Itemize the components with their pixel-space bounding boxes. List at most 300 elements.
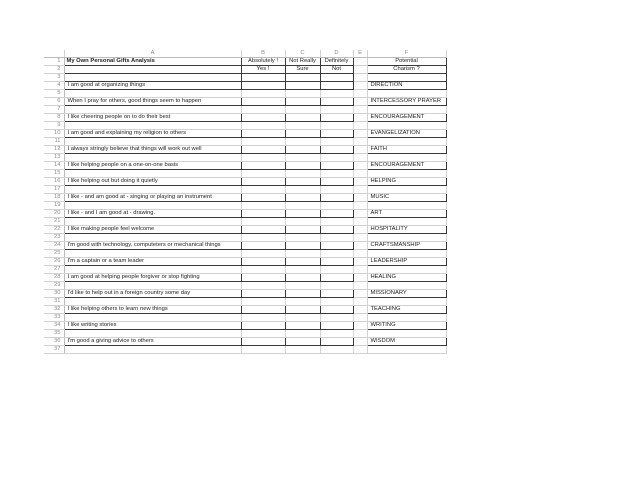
not-really-sure-answer-cell[interactable] bbox=[285, 178, 320, 186]
cell[interactable] bbox=[367, 250, 446, 258]
header-definitely-cell[interactable]: Definitely bbox=[320, 58, 353, 66]
row-header[interactable]: 16 bbox=[44, 178, 64, 186]
item-row bbox=[44, 274, 446, 282]
absolutely-yes-answer-cell[interactable] bbox=[241, 210, 285, 218]
cell[interactable] bbox=[353, 346, 367, 354]
charism-cell[interactable]: DIRECTION bbox=[367, 82, 446, 90]
cell[interactable] bbox=[353, 74, 367, 82]
cell[interactable] bbox=[285, 90, 320, 98]
cell[interactable] bbox=[320, 186, 353, 194]
statement-cell[interactable]: I like helping out but doing it quietly bbox=[64, 178, 241, 186]
cell[interactable] bbox=[64, 122, 241, 130]
definitely-not-answer-cell[interactable] bbox=[320, 258, 353, 266]
cell[interactable] bbox=[320, 170, 353, 178]
cell[interactable] bbox=[64, 330, 241, 338]
not-really-sure-answer-cell[interactable] bbox=[285, 290, 320, 298]
row-header[interactable]: 29 bbox=[44, 282, 64, 290]
definitely-not-answer-cell[interactable] bbox=[320, 130, 353, 138]
cell[interactable] bbox=[64, 170, 241, 178]
item-row bbox=[44, 162, 446, 170]
statement-cell[interactable]: I like writing stories bbox=[64, 322, 241, 330]
definitely-not-answer-cell[interactable] bbox=[320, 178, 353, 186]
row-header[interactable]: 15 bbox=[44, 170, 64, 178]
cell[interactable] bbox=[64, 298, 241, 306]
statement-cell[interactable]: I like helping others to learn new things bbox=[64, 306, 241, 314]
cell[interactable] bbox=[64, 186, 241, 194]
absolutely-yes-answer-cell[interactable] bbox=[241, 322, 285, 330]
cell[interactable] bbox=[64, 90, 241, 98]
row-header[interactable]: 30 bbox=[44, 290, 64, 298]
definitely-not-answer-cell[interactable] bbox=[320, 114, 353, 122]
cell[interactable] bbox=[353, 242, 367, 250]
cell[interactable] bbox=[285, 346, 320, 354]
statement-cell[interactable]: I like helping people on a one-on-one basis bbox=[64, 162, 241, 170]
row-header[interactable]: 6 bbox=[44, 98, 64, 106]
row-header[interactable]: 19 bbox=[44, 202, 64, 210]
spacer-row bbox=[44, 218, 446, 226]
row-header[interactable]: 12 bbox=[44, 146, 64, 154]
spacer-row bbox=[44, 170, 446, 178]
definitely-not-answer-cell[interactable] bbox=[320, 290, 353, 298]
cell[interactable] bbox=[353, 314, 367, 322]
column-header-row bbox=[44, 50, 446, 58]
not-really-sure-answer-cell[interactable] bbox=[285, 274, 320, 282]
absolutely-yes-answer-cell[interactable] bbox=[241, 290, 285, 298]
cell[interactable] bbox=[285, 122, 320, 130]
cell[interactable] bbox=[64, 314, 241, 322]
cell[interactable] bbox=[353, 114, 367, 122]
cell[interactable] bbox=[64, 282, 241, 290]
cell[interactable] bbox=[353, 98, 367, 106]
row-header[interactable]: 2 bbox=[44, 66, 64, 74]
row-header[interactable]: 33 bbox=[44, 314, 64, 322]
row-header[interactable]: 22 bbox=[44, 226, 64, 234]
absolutely-yes-answer-cell[interactable] bbox=[241, 242, 285, 250]
not-really-sure-answer-cell[interactable] bbox=[285, 162, 320, 170]
item-row bbox=[44, 226, 446, 234]
cell[interactable] bbox=[367, 330, 446, 338]
sheet-row bbox=[44, 66, 446, 74]
cell[interactable] bbox=[367, 154, 446, 162]
cell[interactable] bbox=[241, 202, 285, 210]
cell[interactable] bbox=[353, 122, 367, 130]
charism-cell[interactable]: WISDOM bbox=[367, 338, 446, 346]
cell[interactable] bbox=[241, 330, 285, 338]
item-row bbox=[44, 82, 446, 90]
cell[interactable] bbox=[320, 234, 353, 242]
cell[interactable] bbox=[353, 298, 367, 306]
row-header[interactable]: 4 bbox=[44, 82, 64, 90]
cell[interactable] bbox=[367, 234, 446, 242]
cell[interactable] bbox=[241, 234, 285, 242]
column-header-b[interactable]: B bbox=[241, 50, 285, 58]
sheet-title-cell[interactable]: My Own Personal Gifts Analysis bbox=[64, 58, 241, 66]
not-really-sure-answer-cell[interactable] bbox=[285, 306, 320, 314]
header-not-really-cell[interactable]: Not Really bbox=[285, 58, 320, 66]
cell[interactable] bbox=[320, 298, 353, 306]
cell[interactable] bbox=[285, 154, 320, 162]
cell[interactable] bbox=[353, 170, 367, 178]
cell[interactable] bbox=[353, 162, 367, 170]
not-really-sure-answer-cell[interactable] bbox=[285, 98, 320, 106]
statement-cell[interactable]: I like - and am good at - singing or playing an instrument bbox=[64, 194, 241, 202]
cell[interactable] bbox=[64, 250, 241, 258]
cell[interactable] bbox=[320, 250, 353, 258]
row-header[interactable]: 37 bbox=[44, 346, 64, 354]
charism-cell[interactable]: LEADERSHIP bbox=[367, 258, 446, 266]
cell[interactable] bbox=[367, 298, 446, 306]
row-header[interactable]: 18 bbox=[44, 194, 64, 202]
row-header[interactable]: 28 bbox=[44, 274, 64, 282]
cell[interactable] bbox=[241, 218, 285, 226]
cell[interactable] bbox=[353, 138, 367, 146]
cell[interactable] bbox=[353, 322, 367, 330]
row-header[interactable]: 23 bbox=[44, 234, 64, 242]
cell[interactable] bbox=[367, 138, 446, 146]
cell[interactable] bbox=[64, 74, 241, 82]
cell[interactable] bbox=[320, 202, 353, 210]
item-row bbox=[44, 178, 446, 186]
not-really-sure-answer-cell[interactable] bbox=[285, 146, 320, 154]
item-row bbox=[44, 242, 446, 250]
cell[interactable] bbox=[353, 306, 367, 314]
cell[interactable] bbox=[285, 234, 320, 242]
statement-cell[interactable]: I'd like to help out in a foreign country some day bbox=[64, 290, 241, 298]
item-row bbox=[44, 338, 446, 346]
definitely-not-answer-cell[interactable] bbox=[320, 98, 353, 106]
absolutely-yes-answer-cell[interactable] bbox=[241, 114, 285, 122]
cell[interactable] bbox=[353, 282, 367, 290]
definitely-not-answer-cell[interactable] bbox=[320, 338, 353, 346]
absolutely-yes-answer-cell[interactable] bbox=[241, 98, 285, 106]
cell[interactable] bbox=[241, 154, 285, 162]
statement-cell[interactable]: I like cheering people on to do their best bbox=[64, 114, 241, 122]
cell[interactable] bbox=[367, 90, 446, 98]
item-row bbox=[44, 130, 446, 138]
spacer-row bbox=[44, 346, 446, 354]
cell[interactable] bbox=[320, 154, 353, 162]
not-really-sure-answer-cell[interactable] bbox=[285, 130, 320, 138]
row-header[interactable]: 8 bbox=[44, 114, 64, 122]
row-header[interactable]: 25 bbox=[44, 250, 64, 258]
cell[interactable] bbox=[241, 170, 285, 178]
charism-cell[interactable]: HELPING bbox=[367, 178, 446, 186]
cell[interactable] bbox=[353, 154, 367, 162]
column-header-f[interactable]: F bbox=[367, 50, 446, 58]
definitely-not-answer-cell[interactable] bbox=[320, 162, 353, 170]
charism-cell[interactable]: MISSIONARY bbox=[367, 290, 446, 298]
cell[interactable] bbox=[353, 258, 367, 266]
absolutely-yes-answer-cell[interactable] bbox=[241, 146, 285, 154]
spacer-row bbox=[44, 138, 446, 146]
absolutely-yes-answer-cell[interactable] bbox=[241, 130, 285, 138]
charism-cell[interactable]: EVANGELIZATION bbox=[367, 130, 446, 138]
cell[interactable] bbox=[367, 314, 446, 322]
cell[interactable] bbox=[367, 266, 446, 274]
cell[interactable] bbox=[241, 298, 285, 306]
cell[interactable] bbox=[320, 346, 353, 354]
absolutely-yes-answer-cell[interactable] bbox=[241, 338, 285, 346]
header-potential-cell[interactable]: Potential bbox=[367, 58, 446, 66]
item-row bbox=[44, 146, 446, 154]
not-really-sure-answer-cell[interactable] bbox=[285, 338, 320, 346]
cell[interactable] bbox=[241, 266, 285, 274]
charism-cell[interactable]: FAITH bbox=[367, 146, 446, 154]
row-header[interactable]: 34 bbox=[44, 322, 64, 330]
cell[interactable] bbox=[241, 106, 285, 114]
cell[interactable] bbox=[285, 298, 320, 306]
cell[interactable] bbox=[367, 218, 446, 226]
row-header[interactable]: 9 bbox=[44, 122, 64, 130]
cell[interactable] bbox=[285, 266, 320, 274]
column-header-e[interactable]: E bbox=[353, 50, 367, 58]
cell[interactable] bbox=[353, 338, 367, 346]
not-really-sure-answer-cell[interactable] bbox=[285, 82, 320, 90]
cell[interactable] bbox=[241, 314, 285, 322]
row-header[interactable]: 35 bbox=[44, 330, 64, 338]
cell[interactable] bbox=[353, 178, 367, 186]
spacer-row bbox=[44, 154, 446, 162]
spacer-row bbox=[44, 266, 446, 274]
cell[interactable] bbox=[64, 154, 241, 162]
cell[interactable] bbox=[353, 90, 367, 98]
cell[interactable] bbox=[64, 138, 241, 146]
row-header[interactable]: 3 bbox=[44, 74, 64, 82]
item-row bbox=[44, 98, 446, 106]
row-header[interactable]: 11 bbox=[44, 138, 64, 146]
statement-cell[interactable]: I like making people feel welcome bbox=[64, 226, 241, 234]
cell[interactable] bbox=[367, 106, 446, 114]
spacer-row bbox=[44, 106, 446, 114]
cell[interactable] bbox=[320, 74, 353, 82]
spacer-row bbox=[44, 234, 446, 242]
charism-cell[interactable]: HOSPITALITY bbox=[367, 226, 446, 234]
cell[interactable] bbox=[367, 346, 446, 354]
cell[interactable] bbox=[353, 106, 367, 114]
row-header[interactable]: 13 bbox=[44, 154, 64, 162]
statement-cell[interactable]: I'm good with technology, computeters or mechanical things bbox=[64, 242, 241, 250]
charism-cell[interactable]: MUSIC bbox=[367, 194, 446, 202]
not-really-sure-answer-cell[interactable] bbox=[285, 210, 320, 218]
absolutely-yes-answer-cell[interactable] bbox=[241, 162, 285, 170]
absolutely-yes-answer-cell[interactable] bbox=[241, 194, 285, 202]
cell[interactable] bbox=[353, 66, 367, 74]
row-header[interactable]: 31 bbox=[44, 298, 64, 306]
cell[interactable] bbox=[320, 282, 353, 290]
cell[interactable] bbox=[285, 74, 320, 82]
cell[interactable] bbox=[353, 202, 367, 210]
row-header[interactable]: 10 bbox=[44, 130, 64, 138]
row-header[interactable]: 36 bbox=[44, 338, 64, 346]
spacer-row bbox=[44, 250, 446, 258]
cell[interactable] bbox=[320, 218, 353, 226]
cell[interactable] bbox=[367, 282, 446, 290]
row-header[interactable]: 17 bbox=[44, 186, 64, 194]
absolutely-yes-answer-cell[interactable] bbox=[241, 258, 285, 266]
statement-cell[interactable]: I am good at helping people forgiver or stop fighting bbox=[64, 274, 241, 282]
sheet-row bbox=[44, 58, 446, 66]
cell[interactable] bbox=[285, 202, 320, 210]
row-header[interactable]: 7 bbox=[44, 106, 64, 114]
cell[interactable] bbox=[285, 138, 320, 146]
row-header[interactable]: 1 bbox=[44, 58, 64, 66]
statement-cell[interactable]: I am good at organizing things bbox=[64, 82, 241, 90]
absolutely-yes-answer-cell[interactable] bbox=[241, 82, 285, 90]
not-really-sure-answer-cell[interactable] bbox=[285, 226, 320, 234]
charism-cell[interactable]: ENCOURAGEMENT bbox=[367, 162, 446, 170]
cell[interactable] bbox=[241, 186, 285, 194]
header-absolutely-cell[interactable]: Absolutely ! bbox=[241, 58, 285, 66]
spacer-row bbox=[44, 90, 446, 98]
cell[interactable] bbox=[64, 266, 241, 274]
absolutely-yes-answer-cell[interactable] bbox=[241, 306, 285, 314]
absolutely-yes-answer-cell[interactable] bbox=[241, 274, 285, 282]
cell[interactable] bbox=[353, 218, 367, 226]
cell[interactable] bbox=[320, 330, 353, 338]
cell[interactable] bbox=[320, 314, 353, 322]
column-header-c[interactable]: C bbox=[285, 50, 320, 58]
item-row bbox=[44, 210, 446, 218]
spreadsheet-grid bbox=[44, 50, 447, 354]
cell[interactable] bbox=[241, 250, 285, 258]
item-row bbox=[44, 322, 446, 330]
header-yes-cell[interactable]: Yes ! bbox=[241, 66, 285, 74]
cell[interactable] bbox=[367, 122, 446, 130]
statement-cell[interactable]: I like - and I am good at - drawing. bbox=[64, 210, 241, 218]
row-header[interactable]: 26 bbox=[44, 258, 64, 266]
cell[interactable] bbox=[320, 266, 353, 274]
row-header[interactable]: 20 bbox=[44, 210, 64, 218]
header-not-cell[interactable]: Not bbox=[320, 66, 353, 74]
cell[interactable] bbox=[353, 58, 367, 66]
definitely-not-answer-cell[interactable] bbox=[320, 82, 353, 90]
cell[interactable] bbox=[353, 234, 367, 242]
cell[interactable] bbox=[353, 186, 367, 194]
absolutely-yes-answer-cell[interactable] bbox=[241, 226, 285, 234]
statement-cell[interactable]: I am good and explaining my religion to others bbox=[64, 130, 241, 138]
cell[interactable] bbox=[64, 218, 241, 226]
cell[interactable] bbox=[353, 274, 367, 282]
cell[interactable] bbox=[241, 346, 285, 354]
item-row bbox=[44, 290, 446, 298]
row-header[interactable]: 14 bbox=[44, 162, 64, 170]
cell[interactable] bbox=[64, 66, 241, 74]
cell[interactable] bbox=[320, 90, 353, 98]
column-header-d[interactable]: D bbox=[320, 50, 353, 58]
cell[interactable] bbox=[353, 226, 367, 234]
cell[interactable] bbox=[285, 282, 320, 290]
item-row bbox=[44, 194, 446, 202]
cell[interactable] bbox=[285, 186, 320, 194]
cell[interactable] bbox=[353, 290, 367, 298]
absolutely-yes-answer-cell[interactable] bbox=[241, 178, 285, 186]
cell[interactable] bbox=[353, 210, 367, 218]
cell[interactable] bbox=[285, 250, 320, 258]
row-header[interactable]: 5 bbox=[44, 90, 64, 98]
definitely-not-answer-cell[interactable] bbox=[320, 242, 353, 250]
cell[interactable] bbox=[353, 82, 367, 90]
item-row bbox=[44, 258, 446, 266]
row-header[interactable]: 32 bbox=[44, 306, 64, 314]
spacer-row bbox=[44, 282, 446, 290]
definitely-not-answer-cell[interactable] bbox=[320, 322, 353, 330]
row-header[interactable]: 21 bbox=[44, 218, 64, 226]
cell[interactable] bbox=[285, 170, 320, 178]
select-all-corner[interactable] bbox=[44, 50, 64, 58]
cell[interactable] bbox=[64, 346, 241, 354]
cell[interactable] bbox=[64, 202, 241, 210]
statement-cell[interactable]: I'm a captain or a team leader bbox=[64, 258, 241, 266]
definitely-not-answer-cell[interactable] bbox=[320, 306, 353, 314]
not-really-sure-answer-cell[interactable] bbox=[285, 114, 320, 122]
spacer-row bbox=[44, 202, 446, 210]
cell[interactable] bbox=[367, 74, 446, 82]
cell[interactable] bbox=[320, 106, 353, 114]
column-header-a[interactable]: A bbox=[64, 50, 241, 58]
cell[interactable] bbox=[241, 122, 285, 130]
cell[interactable] bbox=[353, 194, 367, 202]
cell[interactable] bbox=[285, 218, 320, 226]
definitely-not-answer-cell[interactable] bbox=[320, 210, 353, 218]
cell[interactable] bbox=[353, 266, 367, 274]
definitely-not-answer-cell[interactable] bbox=[320, 226, 353, 234]
item-row bbox=[44, 306, 446, 314]
cell[interactable] bbox=[241, 90, 285, 98]
cell[interactable] bbox=[64, 106, 241, 114]
definitely-not-answer-cell[interactable] bbox=[320, 194, 353, 202]
cell[interactable] bbox=[367, 202, 446, 210]
charism-cell[interactable]: WRITING bbox=[367, 322, 446, 330]
charism-cell[interactable]: HEALING bbox=[367, 274, 446, 282]
cell[interactable] bbox=[64, 234, 241, 242]
row-header[interactable]: 24 bbox=[44, 242, 64, 250]
spacer-row bbox=[44, 314, 446, 322]
row-header[interactable]: 27 bbox=[44, 266, 64, 274]
cell[interactable] bbox=[367, 170, 446, 178]
statement-cell[interactable]: I'm good a giving advice to others bbox=[64, 338, 241, 346]
cell[interactable] bbox=[285, 314, 320, 322]
header-charism-cell[interactable]: Charism ? bbox=[367, 66, 446, 74]
charism-cell[interactable]: INTERCESSORY PRAYER bbox=[367, 98, 446, 106]
charism-cell[interactable]: CRAFTSMANSHIP bbox=[367, 242, 446, 250]
cell[interactable] bbox=[320, 138, 353, 146]
charism-cell[interactable]: ART bbox=[367, 210, 446, 218]
cell[interactable] bbox=[241, 282, 285, 290]
cell[interactable] bbox=[353, 250, 367, 258]
cell[interactable] bbox=[285, 330, 320, 338]
header-sure-cell[interactable]: Sure bbox=[285, 66, 320, 74]
not-really-sure-answer-cell[interactable] bbox=[285, 194, 320, 202]
not-really-sure-answer-cell[interactable] bbox=[285, 322, 320, 330]
statement-cell[interactable]: I always stringly believe that things will work out well bbox=[64, 146, 241, 154]
cell[interactable] bbox=[367, 186, 446, 194]
cell[interactable] bbox=[353, 146, 367, 154]
cell[interactable] bbox=[285, 106, 320, 114]
not-really-sure-answer-cell[interactable] bbox=[285, 242, 320, 250]
not-really-sure-answer-cell[interactable] bbox=[285, 258, 320, 266]
sheet-row bbox=[44, 74, 446, 82]
cell[interactable] bbox=[353, 330, 367, 338]
cell[interactable] bbox=[353, 130, 367, 138]
charism-cell[interactable]: ENCOURAGEMENT bbox=[367, 114, 446, 122]
cell[interactable] bbox=[320, 122, 353, 130]
statement-cell[interactable]: When I pray for others, good things seem to happen bbox=[64, 98, 241, 106]
definitely-not-answer-cell[interactable] bbox=[320, 146, 353, 154]
definitely-not-answer-cell[interactable] bbox=[320, 274, 353, 282]
cell[interactable] bbox=[241, 138, 285, 146]
cell[interactable] bbox=[241, 74, 285, 82]
charism-cell[interactable]: TEACHING bbox=[367, 306, 446, 314]
